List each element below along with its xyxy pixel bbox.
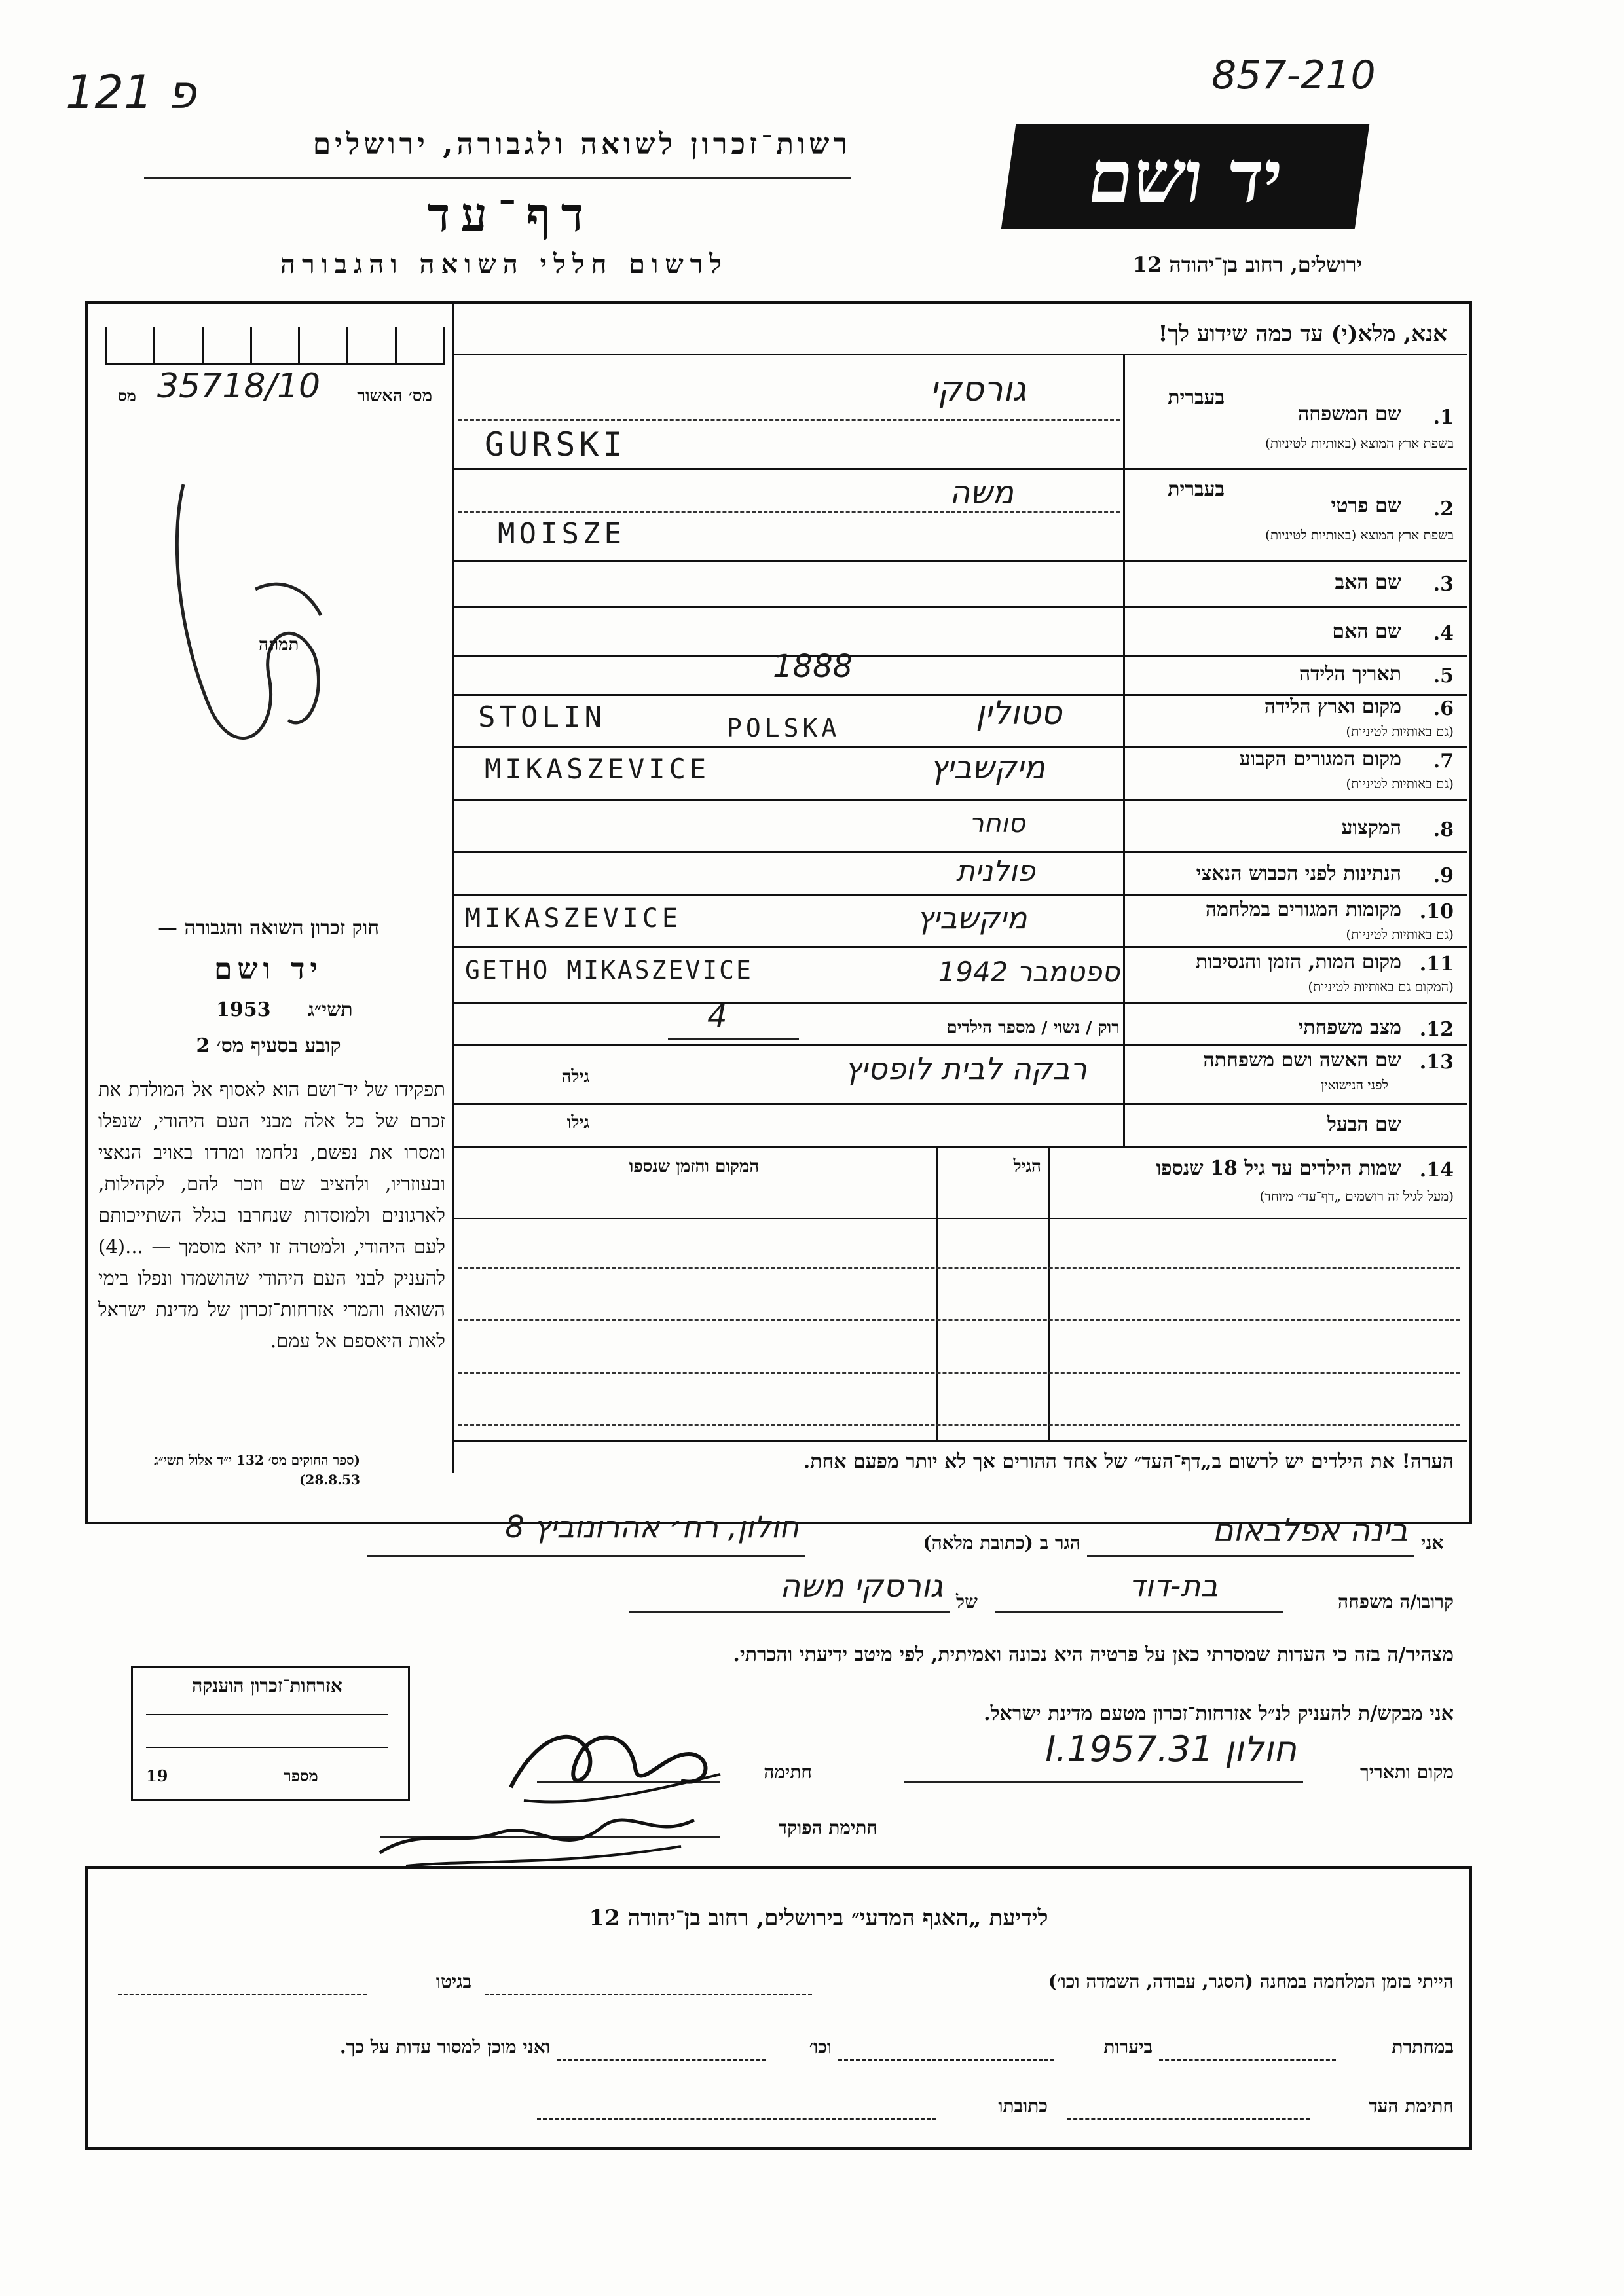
field-label-1: שם המשפחה	[1297, 403, 1401, 426]
intro-divider	[454, 354, 1467, 355]
field-num-2: 2.	[1433, 498, 1454, 520]
row11-bottom	[454, 1002, 1467, 1004]
field-label-13: שם האשה ושם משפחתה	[1203, 1049, 1401, 1072]
witness-address: חולון, רח׳ אהרונוביץ 8	[505, 1509, 799, 1544]
footer-line1-b: בגיטו	[435, 1971, 471, 1992]
law-year: 1953	[216, 998, 271, 1021]
law-clause: קובע בסעיף מס׳ 2	[196, 1034, 341, 1057]
field-latin-1: GURSKI	[485, 426, 627, 464]
children-count: 4	[707, 998, 728, 1035]
intro-text: אנא, מלא(י) עד כמה שידוע לך!	[1158, 321, 1447, 347]
field-latin-11: GETHO MIKASZEVICE	[465, 956, 753, 985]
photo-area	[157, 458, 354, 799]
citizenship-number-label: מספר	[284, 1766, 318, 1785]
row2-bottom	[454, 560, 1467, 562]
field-num-7: 7.	[1433, 750, 1454, 773]
signature-label: חתימה	[764, 1761, 812, 1783]
row12-bottom	[454, 1044, 1467, 1046]
field-label-11: מקום המות, הזמן והנסיבות	[1195, 951, 1401, 974]
field-latin-6a: STOLIN	[478, 701, 606, 734]
footer-line3-fill2	[537, 2118, 936, 2120]
address: ירושלים, רחוב בן־יהודה 12	[1132, 252, 1362, 277]
field-label-8: המקצוע	[1341, 816, 1401, 839]
husband-bottom	[454, 1146, 1467, 1148]
wife-name: רבקה לבית לופסיץ	[844, 1051, 1087, 1086]
field-num-12: 12.	[1419, 1018, 1454, 1041]
field-label-5: תאריך הלידה	[1299, 663, 1401, 685]
approval-boxes	[105, 327, 445, 365]
authority-underline	[144, 177, 851, 179]
field-value-5: 1888	[773, 648, 853, 685]
field-num-8: 8.	[1433, 818, 1454, 841]
field-latin-7: MIKASZEVICE	[485, 753, 710, 785]
field-num-13: 13.	[1419, 1051, 1454, 1074]
of-label: של	[956, 1591, 978, 1613]
law-source: (ספר החוקים מס׳ 132 י״ד אלול תשי״ג 28.8.53)	[154, 1452, 360, 1487]
row13-bottom	[454, 1103, 1467, 1105]
citizenship-line-1	[146, 1714, 388, 1715]
relation-value: בת-דוד	[1128, 1568, 1218, 1603]
marital-status-label: רוק / נשוי / מספר הילדים	[946, 1018, 1120, 1038]
of-name-line	[629, 1611, 950, 1613]
field-sub-1: בשפת ארץ המוצא (באותיות לטיניות)	[1265, 435, 1454, 451]
footer-line2-b: ביערות	[1103, 2036, 1153, 2058]
officer-label: חתימת הפוקד	[778, 1817, 877, 1838]
footer-line1-fill2	[118, 1994, 367, 1995]
row10-bottom	[454, 946, 1467, 948]
field-label-12: מצב משפחתי	[1298, 1016, 1401, 1039]
children-row-1	[458, 1267, 1460, 1269]
witness-name-line	[1087, 1555, 1414, 1557]
footer-line2-fill3	[557, 2059, 766, 2061]
field-heb-6: סטולין	[976, 694, 1062, 732]
footer-line2-c: וכו׳	[809, 2036, 832, 2058]
row9-bottom	[454, 894, 1467, 896]
footer-line1-a: הייתי בזמן המלחמה במחנה (הסגר, עבודה, השמדה וכו׳)	[1048, 1971, 1454, 1992]
divider-label-column	[1123, 354, 1125, 1146]
children-col-div2	[936, 1146, 938, 1440]
corner-note-left: 121 פ	[65, 65, 196, 119]
field-latin-6b: POLSKA	[727, 714, 841, 742]
citizenship-title: אזרחות־זכרון הוענקה	[192, 1675, 342, 1696]
children-col-age: הגיל	[1013, 1157, 1041, 1176]
wife-age-label: גילה	[561, 1067, 589, 1087]
children-label: שמות הילדים עד גיל 18 שנספו	[1156, 1157, 1401, 1180]
photo-label: תמונה	[259, 635, 299, 655]
yad-vashem-logo	[1001, 124, 1369, 229]
field-num-11: 11.	[1419, 953, 1454, 975]
field-heb-10: מיקשביץ	[917, 900, 1027, 936]
decl-i-label: אני	[1421, 1532, 1444, 1554]
officer-signature	[367, 1787, 707, 1879]
field-sub-2: בשפת ארץ המוצא (באותיות לטיניות)	[1265, 527, 1454, 543]
field-num-9: 9.	[1433, 864, 1454, 887]
hebrew-label-2: בעברית	[1168, 478, 1225, 501]
field-heb-1: גורסקי	[930, 370, 1027, 409]
place-date-value: חולון 31.I.1957	[1045, 1728, 1297, 1770]
request-text: אני מבקש/ת להעניק לנ״ל אזרחות־זכרון מטעם מדינת ישראל.	[984, 1702, 1454, 1725]
corner-note-right: 857-210	[1211, 52, 1376, 98]
relation-line	[995, 1611, 1283, 1613]
field-num-3: 3.	[1433, 573, 1454, 596]
signature-scribble	[157, 458, 354, 799]
residing-label: הגר ב (כתובת מלאה)	[923, 1532, 1080, 1554]
husband-age-label: גילו	[566, 1113, 589, 1133]
footer-line2-fill2	[838, 2059, 1054, 2061]
field-num-10: 10.	[1419, 900, 1454, 923]
footer-title: לידיעת „האגף המדעי״ בירושלים, רחוב בן־יהודה 12	[589, 1905, 1048, 1931]
field-sub-10: (גם באותיות לטיניות)	[1346, 926, 1454, 942]
footer-line3-fill1	[1067, 2118, 1310, 2120]
approval-label: מס׳ האשור	[357, 386, 432, 406]
field-num-6: 6.	[1433, 697, 1454, 720]
row1-dash	[458, 419, 1120, 421]
row2-dash	[458, 511, 1120, 513]
field-value-8: סוחר	[969, 809, 1025, 839]
law-name: יד ושם	[214, 953, 323, 986]
law-year-heb: תשי״ג	[308, 998, 353, 1021]
field-latin-10: MIKASZEVICE	[465, 903, 682, 934]
children-col-place: המקום והזמן שנספו	[629, 1157, 760, 1176]
children-row-2	[458, 1319, 1460, 1321]
field-heb-11: ספטמבר 1942	[938, 956, 1120, 988]
place-date-label: מקום ותאריך	[1359, 1761, 1454, 1783]
children-bottom	[454, 1440, 1467, 1442]
relation-label: קרובו/ה משפחה	[1338, 1591, 1454, 1613]
field-label-9: הנתינות לפני הכבוש הנאצי	[1196, 862, 1401, 885]
children-row-4	[458, 1424, 1460, 1426]
field-num-5: 5.	[1433, 665, 1454, 687]
field-label-7: מקום המגורים הקבוע	[1239, 748, 1401, 771]
husband-label: שם הבעל	[1327, 1113, 1401, 1136]
field-label-3: שם האב	[1335, 571, 1401, 594]
footer-line2-fill1	[1159, 2059, 1336, 2061]
row4-bottom	[454, 655, 1467, 657]
field-num-1: 1.	[1433, 406, 1454, 429]
field-heb-2: משה	[950, 475, 1014, 511]
field-sub-11: (המקום גם באותיות לטיניות)	[1308, 979, 1454, 994]
declaration-text: מצהיר/ה בזה כי העדות שמסרתי כאן על פרטיה היא נכונה ואמיתית, לפי מיטב ידיעתי והכרתי.	[733, 1643, 1454, 1666]
field-label-2: שם פרטי	[1331, 494, 1401, 517]
law-text: תפקידו של יד־ושם הוא לאסוף אל המולדת את זכרם של כל אלה מבני העם היהודי, שנפלו ומסרו את נפשם, נלחמו ומרדו באויב הנאצי ובעוזריו, ולהציב שם וזכר להם, לקהילות, לארגונים ולמוסדות שנחרבו בגלל השתייכותם לעם היהודי, ולמטרה זו יהא מוסמך — ...(4) להעניק לבני העם היהודי שהושמדו ונפלו בימי השואה והמרי אזרחות־זכרון של מדינת ישראל לאות היאספם אל עמם.	[98, 1078, 445, 1352]
approval-no-label: מס	[118, 386, 136, 405]
field-latin-2: MOISZE	[498, 517, 625, 551]
citizenship-box	[131, 1666, 410, 1801]
field-label-10: מקומות המגורים במלחמה	[1205, 898, 1401, 921]
citizenship-line-2	[146, 1747, 388, 1748]
approval-no: 35718/10	[157, 367, 321, 406]
footer-line3-a: חתימת העד	[1369, 2095, 1454, 2117]
field-value-9: פולנית	[956, 854, 1035, 888]
of-name: גורסקי משה	[779, 1568, 943, 1605]
witness-name: בינה אפלבאום	[1212, 1512, 1408, 1549]
witness-address-line	[367, 1555, 805, 1557]
row7-bottom	[454, 799, 1467, 801]
field-sub-7: (גם באותיות לטיניות)	[1346, 776, 1454, 792]
field-num-4: 4.	[1433, 622, 1454, 645]
children-sub: (מעל לגיל זה רושמים „דף־עד״ מיוחד)	[1259, 1188, 1454, 1204]
footer-line3-b: כתובתו	[998, 2095, 1048, 2117]
logo-text: יד ושם	[1082, 134, 1288, 219]
children-col-div1	[1048, 1146, 1050, 1440]
footer-line2-d: ואני מוכן למסור עדות על כך.	[339, 2036, 550, 2058]
field-label-4: שם האם	[1332, 620, 1401, 643]
authority-title: רשות־זכרון לשואה ולגבורה, ירושלים	[312, 128, 851, 161]
footer-line2-a: במחתרת	[1392, 2036, 1454, 2058]
field-sub-6: (גם באותיות לטיניות)	[1346, 723, 1454, 739]
children-row-3	[458, 1372, 1460, 1374]
law-title: חוק זכרון השואה והגבורה —	[158, 917, 379, 939]
citizenship-number-prefix: 19	[146, 1766, 168, 1785]
children-header-bottom	[454, 1218, 1467, 1219]
footer-line1-fill	[485, 1994, 812, 1995]
row8-bottom	[454, 851, 1467, 853]
children-note: הערה! את הילדים יש לרשום ב„דף־העד״ של אחד ההורים אך לא יותר מפעם אחת.	[803, 1450, 1454, 1473]
children-count-line	[668, 1038, 799, 1040]
place-date-line	[904, 1781, 1303, 1783]
children-num: 14.	[1419, 1159, 1454, 1182]
row1-bottom	[454, 468, 1467, 470]
form-title: דף־עד	[427, 187, 595, 242]
field-sub-13: לפני הנישואין	[1321, 1077, 1388, 1093]
hebrew-label-1: בעברית	[1168, 386, 1225, 409]
divider-left-column	[452, 301, 454, 1473]
row3-bottom	[454, 606, 1467, 608]
form-purpose: לרשום חללי השואה והגבורה	[280, 249, 729, 280]
field-heb-7: מיקשביץ	[930, 750, 1045, 786]
field-label-6: מקום וארץ הלידה	[1264, 695, 1401, 718]
